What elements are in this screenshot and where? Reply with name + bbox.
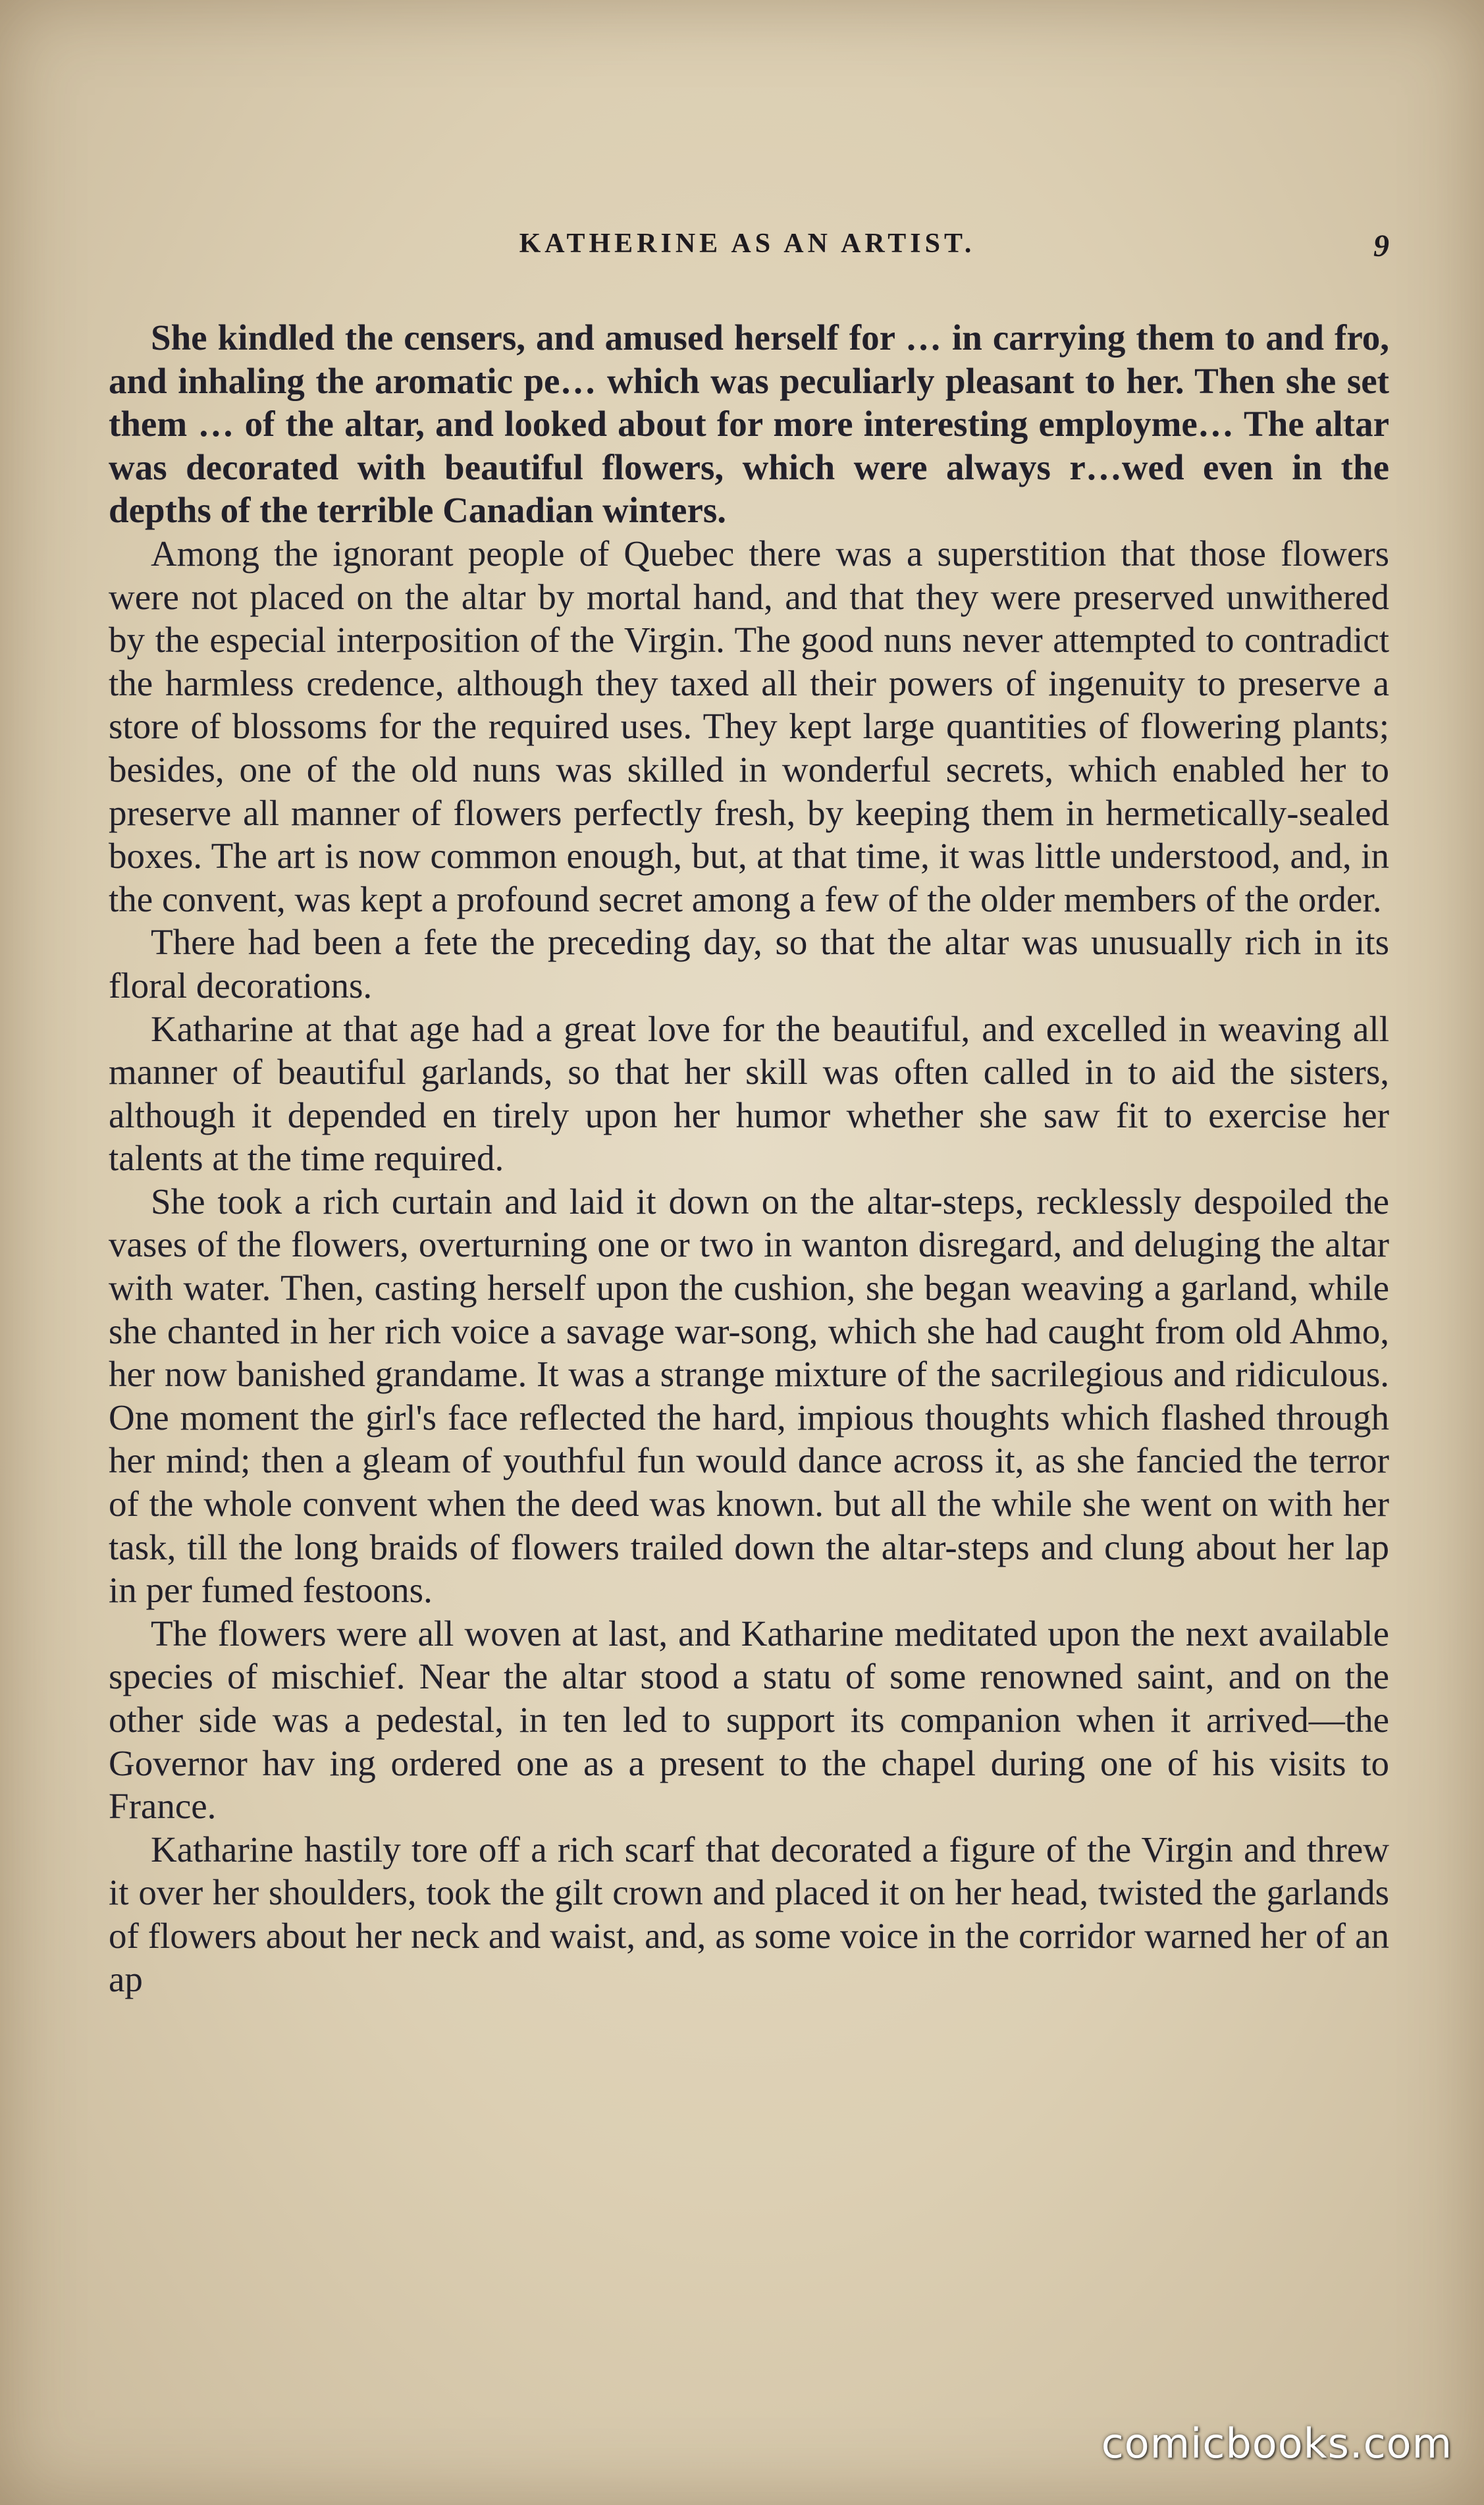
paragraph-3: There had been a fete the preceding day, so that the altar was unusually rich in its floral decorations. xyxy=(109,922,1389,1006)
site-watermark xyxy=(1057,2419,1452,2479)
paragraph-5: She took a rich curtain and laid it down on the altar-steps, recklessly despoiled the vases of the flowers, overturning one or two in wanton disregard, and deluging the altar with water. Then, casting herself upon the cushion, she began weaving a garland, while she chanted in her rich voice a savage war-song, which she had caught from old Ahmo, her now banished grandame. It was a strange mixture of the sacrilegious and ridiculous. One moment the girl's face reflected the hard, impious thoughts which flashed through her mind; then a gleam of youthful fun would dance across it, as she fancied the terror of the whole convent when the deed was known. but all the while she went on with her task, till the long braids of flowers trailed down the altar-steps and clung about her lap in per fumed festoons. xyxy=(109,1181,1389,1611)
watermark-text: comicbooks.com xyxy=(1101,2419,1452,2467)
paragraph-4: Katharine at that age had a great love for the beautiful, and excelled in weaving all manner of beautiful garlands, so that her skill was often called in to aid the sisters, although it depended en tirely upon her humor whether she saw fit to exercise her talents at the time required. xyxy=(109,1008,1389,1179)
paragraph-1: She kindled the censers, and amused herself for … in carrying them to and fro, and inhaling the aromatic pe… which was peculiarly pleasant to her. Then she set them … of the altar, and looked about for more interesting employme… The altar was decorated with beautiful flowers, which were always r…wed even in the depths of the terrible Canadian winters. xyxy=(109,317,1389,531)
page-number: 9 xyxy=(1373,229,1389,263)
page-header xyxy=(105,228,1389,274)
paragraph-6: The flowers were all woven at last, and Katharine meditated upon the next available species of mischief. Near the altar stood a statu of some renowned saint, and on the other side was a pedestal, in ten led to support its companion when it arrived—the Governor hav ing ordered one as a present to the chapel during one of his visits to France. xyxy=(109,1613,1389,1827)
running-head: KATHERINE AS AN ARTIST. xyxy=(519,229,976,259)
paragraph-2: Among the ignorant people of Quebec there was a superstition that those flowers were not placed on the altar by mortal hand, and that they were preserved unwithered by the especial interposition of the Virgin. The good nuns never attempted to contradict the harmless credence, although they taxed all their powers of ingenuity to preserve a store of blossoms for the required uses. They kept large quantities of flowering plants; besides, one of the old nuns was skilled in wonderful secrets, which enabled her to preserve all manner of flowers perfectly fresh, by keeping them in hermetically-sealed boxes. The art is now common enough, but, at that time, it was little understood, and, in the convent, was kept a profound secret among a few of the older members of the order. xyxy=(109,533,1389,919)
body-text xyxy=(109,316,1389,2001)
paragraph-7: Katharine hastily tore off a rich scarf that decorated a figure of the Virgin and threw it over her shoulders, took the gilt crown and placed it on her head, twisted the garlands of flowers about her neck and waist, and, as some voice in the corridor warned her of an ap xyxy=(109,1829,1389,1999)
